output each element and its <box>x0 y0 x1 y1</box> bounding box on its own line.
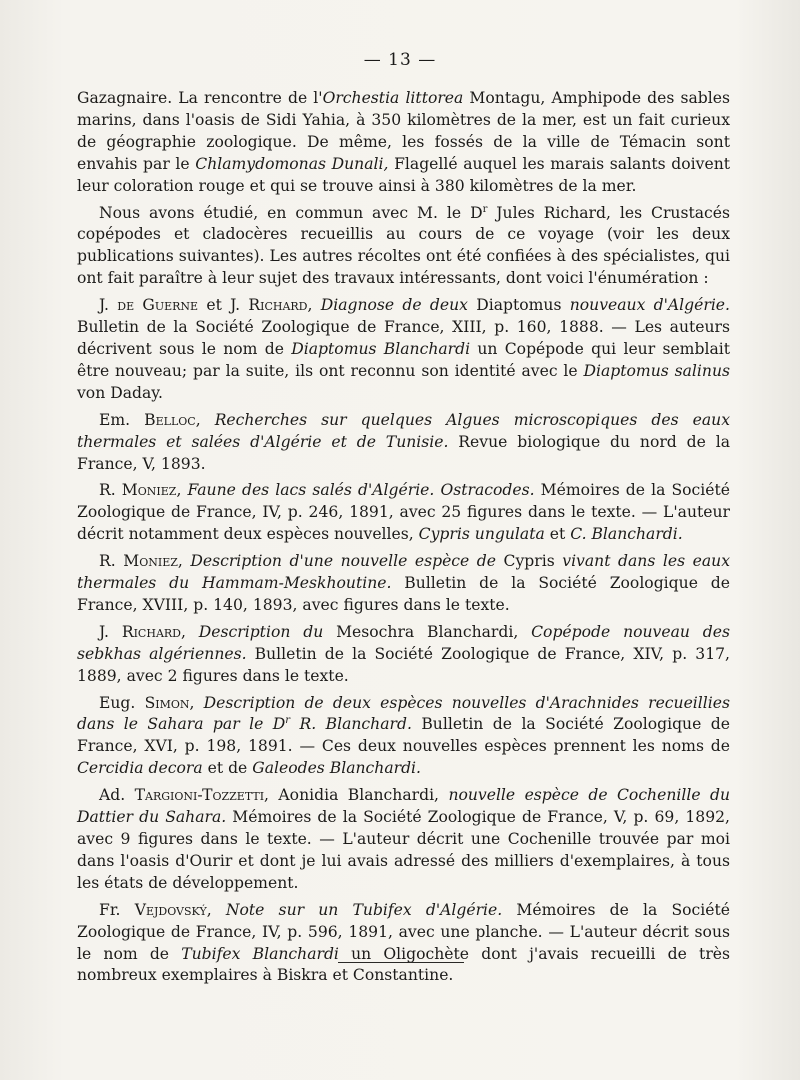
italic-text: Orchestia littorea <box>322 89 464 107</box>
text-segment: , <box>195 410 215 429</box>
end-rule <box>338 962 464 963</box>
text-segment: Eug. <box>99 693 145 712</box>
page-number: — 13 — <box>363 50 437 70</box>
text-segment: Montagu, Amphipode des sables marins, dans l'oasis de Sidi Yahia, à 350 kilomètres de la mer, est un fait curieux de géographie zoologique. De même, les fossés de la ville de Témacin sont envahis par le <box>77 89 730 173</box>
text-segment: von Daday. <box>77 383 163 402</box>
author-name: Vejdovský <box>134 900 207 919</box>
text-segment: Flagellé auquel les marais salants doivent leur coloration rouge et qui se trouve ainsi à 380 kilomètres de la mer. <box>77 154 731 195</box>
author-name: Belloc <box>144 410 196 429</box>
italic-text: Copépode nouveau des sebkhas algériennes. <box>77 622 730 663</box>
author-name: Richard <box>121 622 181 641</box>
text-segment: un Copépode qui leur semblait être nouveau; par la suite, ils ont reconnu son identité avec le <box>77 339 730 380</box>
text-segment: Cypris <box>496 552 563 571</box>
paragraph <box>77 900 730 988</box>
text-segment: , <box>206 900 226 919</box>
author-name: Simon <box>144 693 190 712</box>
paragraph <box>77 785 730 895</box>
text-segment: Jules Richard, les Crustacés copépodes et cladocères recueillis au cours de ce voyage (voir les deux publications suivantes). Les autres récoltes ont été confiées à des spécialistes, qui ont fait paraître à leur sujet des travaux intéressants, dont voici l'énumération : <box>77 203 730 288</box>
paragraph <box>77 480 730 546</box>
italic-text: R. Blanchard. <box>290 715 412 734</box>
italic-text: Faune des lacs salés d'Algérie. Ostracodes. <box>187 481 535 500</box>
italic-text: r <box>285 715 291 727</box>
text-segment: Diaptomus <box>467 296 570 315</box>
paragraph <box>77 551 730 617</box>
text-segment: Em. <box>99 410 145 429</box>
text-segment: Revue biologique du nord de la France, V, 1893. <box>77 432 731 473</box>
text-segment: Mémoires de la Société Zoologique de France, V, p. 69, 1892, avec 9 figures dans le texte. — L'auteur décrit une Cochenille trouvée par moi dans l'oasis d'Ourir et dont je lui avais adressé des milliers d'exemplaires, à tous les états de développement. <box>77 808 730 892</box>
text-segment: R. <box>99 552 124 571</box>
text-segment: , <box>307 296 321 315</box>
paragraph <box>77 693 730 781</box>
italic-text: nouvelle espèce de Cochenille du Dattier du Sahara. <box>77 786 730 827</box>
italic-text: Tubifex Blanchardi <box>181 944 339 963</box>
text-segment: et J. <box>198 296 249 315</box>
italic-text: vivant dans les eaux thermales du Hammam-Meskhoutine. <box>77 552 730 593</box>
author-name: Moniez <box>121 481 177 500</box>
text-segment: , <box>181 622 199 641</box>
text-segment: Bulletin de la Société Zoologique de France, XVI, p. 198, 1891. — Ces deux nouvelles espèces prennent les noms de <box>77 715 730 756</box>
author-name: Moniez <box>123 552 178 571</box>
text-segment: Mémoires de la Société Zoologique de France, IV, p. 596, 1891, avec une planche. — L'auteur décrit sous le nom de <box>77 900 730 963</box>
paragraph <box>77 295 730 405</box>
text-segment: , <box>177 552 191 571</box>
text-segment: Bulletin de la Société Zoologique de France, XIV, p. 317, 1889, avec 2 figures dans le texte. <box>77 644 730 685</box>
italic-text: Cercidia decora <box>77 759 203 778</box>
text-segment: R. <box>99 481 122 500</box>
text-segment: Mémoires de la Société Zoologique de France, IV, p. 246, 1891, avec 25 figures dans le texte. — L'auteur décrit notamment deux espèces nouvelles, <box>77 481 730 544</box>
paragraph <box>77 410 730 476</box>
italic-text: Diaptomus salinus <box>583 361 730 380</box>
italic-text: nouveaux d'Algérie. <box>569 296 730 315</box>
italic-text: Diagnose de deux <box>320 296 468 315</box>
text-segment: Ad. <box>99 786 135 805</box>
italic-text: Chlamydomonas Dunali, <box>195 154 389 173</box>
text-segment: et de <box>202 759 253 778</box>
italic-text: Description de deux espèces nouvelles d'Arachnides recueillies dans le Sahara par le D <box>77 693 730 734</box>
text-segment: r <box>482 203 488 215</box>
text-segment: J. <box>99 296 118 315</box>
text-segment: Bulletin de la Société Zoologique de France, XIII, p. 160, 1888. — Les auteurs décrivent sous le nom de <box>77 318 730 358</box>
author-name: de Guerne <box>117 296 199 315</box>
text-segment: Mesochra Blanchardi, <box>323 622 532 641</box>
text-segment: Nous avons étudié, en commun avec M. le D <box>99 203 483 222</box>
author-name: Richard <box>248 296 308 315</box>
text-segment: un Oligochète dont j'avais recueilli de très nombreux exemplaires à Biskra et Constantine. <box>77 944 730 985</box>
text-segment: J. <box>99 622 122 641</box>
italic-text: Description d'une nouvelle espèce de <box>190 552 497 571</box>
italic-text: Diaptomus Blanchardi <box>291 339 471 358</box>
italic-text: Galeodes Blanchardi. <box>252 759 422 778</box>
paragraph <box>77 203 730 291</box>
text-segment: , <box>189 693 204 712</box>
text-segment: , Aonidia Blanchardi, <box>264 786 449 805</box>
paragraph-continuation <box>77 88 730 198</box>
italic-text: Description du <box>198 622 324 641</box>
text-segment: Bulletin de la Société Zoologique de France, XVIII, p. 140, 1893, avec figures dans le texte. <box>77 574 730 614</box>
text-segment: , <box>176 481 188 500</box>
italic-text: Note sur un Tubifex d'Algérie. <box>225 900 503 919</box>
text-segment: et <box>544 525 571 544</box>
italic-text: C. Blanchardi. <box>570 525 683 544</box>
text-segment: Gazagnaire. La rencontre de l' <box>77 89 323 107</box>
italic-text: Cypris ungulata <box>418 525 545 544</box>
italic-text: Recherches sur quelques Algues microscopiques des eaux thermales et salées d'Algérie et de Tunisie. <box>77 410 731 451</box>
paragraph <box>77 622 730 688</box>
body-text <box>77 88 730 992</box>
text-segment: Fr. <box>99 900 135 919</box>
author-name: Targioni-Tozzetti <box>134 786 265 805</box>
